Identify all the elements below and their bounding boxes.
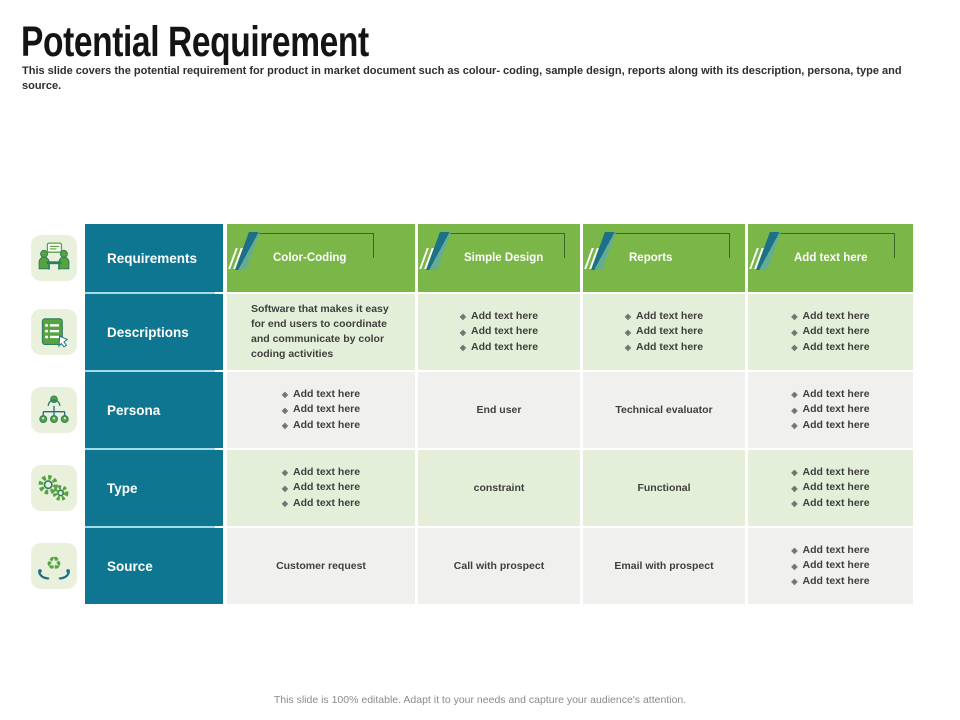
table-cell bbox=[227, 294, 415, 370]
bullet-item: ◈ Add text here bbox=[791, 388, 870, 401]
cell-paragraph: Software that makes it easy for end users to coordinate and communicate by color coding activities bbox=[251, 303, 389, 360]
table-cell bbox=[418, 450, 580, 526]
table-row-persona bbox=[31, 372, 913, 448]
bullet-item: ◈ Add text here bbox=[624, 310, 704, 323]
diamond-bullet-icon: ◈ bbox=[459, 327, 467, 337]
column-header-label: Simple Design bbox=[464, 252, 544, 264]
bullet-item: ◈ Add text here bbox=[281, 418, 361, 431]
bullet-item: ◈ Add text here bbox=[791, 574, 870, 587]
requirements-table bbox=[31, 224, 913, 606]
diamond-bullet-icon: ◈ bbox=[791, 576, 798, 586]
cell-value: End user bbox=[476, 404, 522, 416]
diamond-bullet-icon: ◈ bbox=[281, 420, 289, 430]
table-cell bbox=[227, 450, 415, 526]
diamond-bullet-icon: ◈ bbox=[791, 342, 798, 352]
bullet-item: ◈ Add text here bbox=[281, 403, 361, 416]
bullet-item: ◈ Add text here bbox=[791, 325, 870, 338]
diamond-bullet-icon: ◈ bbox=[281, 390, 289, 400]
svg-text:♻: ♻ bbox=[45, 553, 63, 574]
row-label: Descriptions bbox=[85, 294, 223, 370]
column-header-label: Color-Coding bbox=[273, 252, 347, 264]
table-cell bbox=[227, 372, 415, 448]
table-cell bbox=[748, 294, 913, 370]
bullet-item: ◈ Add text here bbox=[624, 325, 704, 338]
bullet-item: ◈ Add text here bbox=[791, 496, 870, 509]
diamond-bullet-icon: ◈ bbox=[459, 312, 467, 322]
diamond-bullet-icon: ◈ bbox=[791, 420, 798, 430]
bullet-item: ◈ Add text here bbox=[459, 340, 539, 353]
row-icon-cell bbox=[31, 372, 77, 448]
cell-bullet-list bbox=[460, 309, 538, 355]
bullet-item: ◈ Add text here bbox=[459, 310, 539, 323]
bullet-item: ◈ Add text here bbox=[791, 403, 870, 416]
diamond-bullet-icon: ◈ bbox=[791, 405, 798, 415]
hands-recycle-icon bbox=[31, 543, 77, 589]
table-cell bbox=[748, 450, 913, 526]
diamond-bullet-icon: ◈ bbox=[791, 468, 798, 478]
bullet-item: ◈ Add text here bbox=[281, 388, 361, 401]
bullet-item: ◈ Add text here bbox=[791, 544, 870, 557]
cell-bullet-list bbox=[282, 465, 360, 511]
checklist-icon bbox=[31, 309, 77, 355]
diamond-bullet-icon: ◈ bbox=[624, 327, 632, 337]
cell-value: Functional bbox=[637, 482, 691, 494]
diamond-bullet-icon: ◈ bbox=[791, 483, 798, 493]
table-cell bbox=[748, 528, 913, 604]
meeting-icon bbox=[31, 235, 77, 281]
cell-bullet-list bbox=[625, 309, 703, 355]
cell-bullet-list bbox=[791, 465, 869, 511]
slide-subtitle: This slide covers the potential requirement for product in market document such as colour- coding, sample design, reports along with its description, persona, type and source. bbox=[22, 65, 902, 92]
cell-value: Call with prospect bbox=[453, 560, 545, 572]
cell-value: Technical evaluator bbox=[615, 404, 713, 416]
diamond-bullet-icon: ◈ bbox=[791, 498, 798, 508]
row-icon-cell bbox=[31, 294, 77, 370]
row-label: Persona bbox=[85, 372, 223, 448]
column-header-0 bbox=[227, 224, 415, 292]
hierarchy-icon bbox=[31, 387, 77, 433]
bullet-item: ◈ Add text here bbox=[791, 310, 870, 323]
row-label-requirements: Requirements bbox=[85, 224, 223, 292]
bullet-item: ◈ Add text here bbox=[791, 559, 870, 572]
cell-bullet-list bbox=[791, 387, 869, 433]
table-cell bbox=[227, 528, 415, 604]
table-row-descriptions bbox=[31, 294, 913, 370]
table-row-source bbox=[31, 528, 913, 604]
diamond-bullet-icon: ◈ bbox=[791, 390, 798, 400]
bullet-item: ◈ Add text here bbox=[281, 466, 361, 479]
diamond-bullet-icon: ◈ bbox=[791, 561, 798, 571]
gears-icon bbox=[31, 465, 77, 511]
bullet-item: ◈ Add text here bbox=[624, 340, 704, 353]
column-header-label: Reports bbox=[629, 252, 673, 264]
bullet-item: ◈ Add text here bbox=[791, 340, 870, 353]
table-cell bbox=[418, 372, 580, 448]
table-cell bbox=[748, 372, 913, 448]
footer-note: This slide is 100% editable. Adapt it to your needs and capture your audience's attention. bbox=[273, 694, 687, 706]
bullet-item: ◈ Add text here bbox=[281, 481, 361, 494]
row-label: Type bbox=[85, 450, 223, 526]
row-label: Source bbox=[85, 528, 223, 604]
diamond-bullet-icon: ◈ bbox=[791, 312, 798, 322]
column-header-3 bbox=[748, 224, 913, 292]
cell-value: Customer request bbox=[276, 560, 366, 572]
table-row-type bbox=[31, 450, 913, 526]
cell-value: Email with prospect bbox=[614, 560, 714, 572]
cell-bullet-list bbox=[791, 543, 869, 589]
diamond-bullet-icon: ◈ bbox=[281, 498, 289, 508]
column-header-2 bbox=[583, 224, 745, 292]
slide-title: Potential Requirement bbox=[21, 18, 369, 66]
bullet-item: ◈ Add text here bbox=[791, 481, 870, 494]
diamond-bullet-icon: ◈ bbox=[624, 342, 632, 352]
table-cell bbox=[418, 528, 580, 604]
bullet-item: ◈ Add text here bbox=[459, 325, 539, 338]
table-cell bbox=[583, 294, 745, 370]
table-cell bbox=[583, 450, 745, 526]
bullet-item: ◈ Add text here bbox=[281, 496, 361, 509]
row-icon-cell bbox=[31, 528, 77, 604]
table-cell bbox=[583, 372, 745, 448]
table-cell bbox=[418, 294, 580, 370]
cell-bullet-list bbox=[791, 309, 869, 355]
row-icon-cell bbox=[31, 450, 77, 526]
table-cell bbox=[583, 528, 745, 604]
diamond-bullet-icon: ◈ bbox=[281, 483, 289, 493]
bullet-item: ◈ Add text here bbox=[791, 466, 870, 479]
diamond-bullet-icon: ◈ bbox=[624, 312, 632, 322]
diamond-bullet-icon: ◈ bbox=[459, 342, 467, 352]
diamond-bullet-icon: ◈ bbox=[791, 327, 798, 337]
cell-value: constraint bbox=[473, 482, 525, 494]
table-header-row bbox=[31, 224, 913, 292]
column-header-1 bbox=[418, 224, 580, 292]
column-header-label: Add text here bbox=[794, 252, 868, 264]
bullet-item: ◈ Add text here bbox=[791, 418, 870, 431]
row-icon-cell bbox=[31, 224, 77, 292]
diamond-bullet-icon: ◈ bbox=[281, 405, 289, 415]
cell-bullet-list bbox=[282, 387, 360, 433]
diamond-bullet-icon: ◈ bbox=[791, 546, 798, 556]
diamond-bullet-icon: ◈ bbox=[281, 468, 289, 478]
